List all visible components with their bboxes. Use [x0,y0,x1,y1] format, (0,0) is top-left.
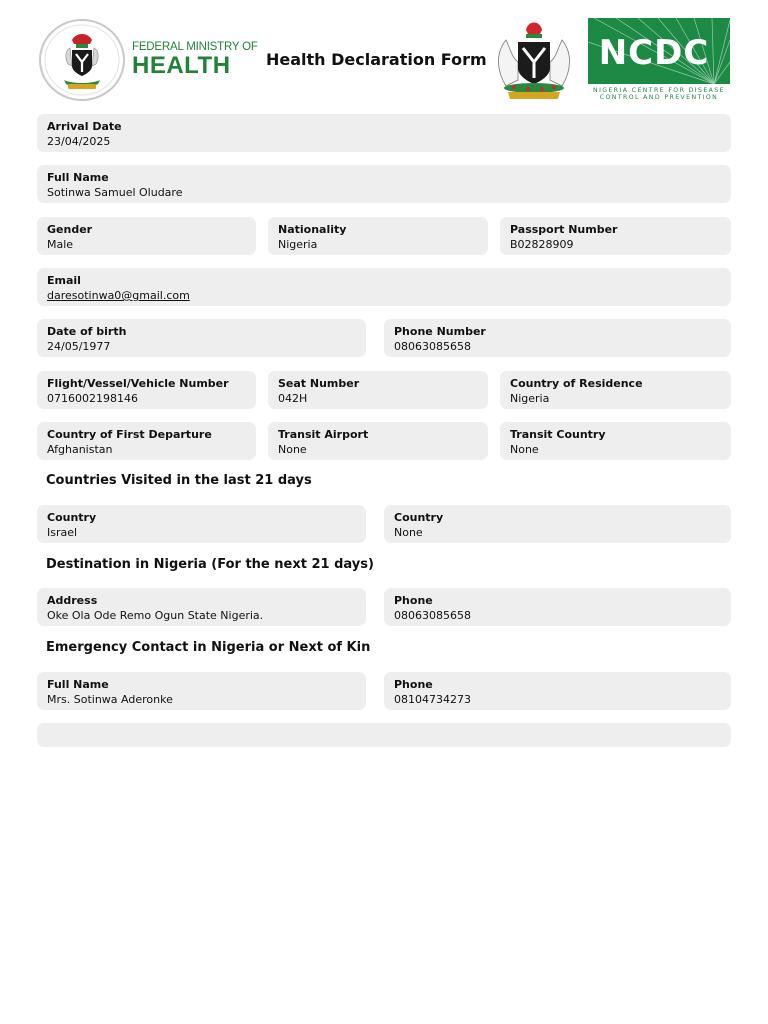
transit-airport-label: Transit Airport [278,428,369,441]
visited-country-field [37,505,366,543]
gender-value: Male [47,238,74,251]
flight-number-value: 0716002198146 [47,392,138,405]
destination-phone-field [384,588,731,626]
country-of-residence-value: Nigeria [510,392,550,405]
flight-number-label: Flight/Vessel/Vehicle Number [47,377,229,390]
emergency-name-value: Mrs. Sotinwa Aderonke [47,693,173,706]
first-departure-field [37,422,256,460]
phone-number-label: Phone Number [394,325,486,338]
visited-country-label: Country [47,511,97,524]
destination-address-field [37,588,366,626]
transit-country-value: None [510,443,539,456]
visited-country-label: Country [394,511,444,524]
countries-visited-heading: Countries Visited in the last 21 days [46,473,312,488]
phone-number-field [384,319,731,357]
gender-label: Gender [47,223,93,236]
destination-address-label: Address [47,594,98,607]
arrival-date-value: 23/04/2025 [47,135,111,148]
full-name-field [37,165,731,203]
country-of-residence-label: Country of Residence [510,377,643,390]
transit-country-field [500,422,731,460]
passport-number-field [500,217,731,255]
page-title: Health Declaration Form [266,50,487,69]
emergency-contact-heading: Emergency Contact in Nigeria or Next of Kin [46,640,371,655]
visited-country-value: Israel [47,526,78,539]
date-of-birth-label: Date of birth [47,325,127,338]
ministry-name-line1: FEDERAL MINISTRY OF [132,41,258,53]
nationality-value: Nigeria [278,238,318,251]
fmoh-seal-logo [38,18,126,102]
date-of-birth-field [37,319,366,357]
nationality-label: Nationality [278,223,347,236]
emergency-name-label: Full Name [47,678,109,691]
seat-number-value: 042H [278,392,308,405]
seat-number-label: Seat Number [278,377,360,390]
ncdc-logo [588,18,730,100]
passport-number-value: B02828909 [510,238,574,251]
emergency-phone-field [384,672,731,710]
flight-number-field [37,371,256,409]
destination-phone-value: 08063085658 [394,609,471,622]
emergency-phone-label: Phone [394,678,433,691]
empty-field-bar [37,723,731,747]
email-link[interactable]: daresotinwa0@gmail.com [47,289,190,302]
country-of-residence-field [500,371,731,409]
destination-phone-label: Phone [394,594,433,607]
full-name-value: Sotinwa Samuel Oludare [47,186,183,199]
ncdc-logo-text: NCDC [598,33,710,73]
transit-airport-value: None [278,443,307,456]
phone-number-value: 08063085658 [394,340,471,353]
emergency-name-field [37,672,366,710]
arrival-date-label: Arrival Date [47,120,122,133]
passport-number-label: Passport Number [510,223,618,236]
form-header [0,0,768,106]
nationality-field [268,217,488,255]
destination-heading: Destination in Nigeria (For the next 21 days) [46,557,374,572]
transit-airport-field [268,422,488,460]
arrival-date-field [37,114,731,152]
first-departure-value: Afghanistan [47,443,113,456]
destination-address-value: Oke Ola Ode Remo Ogun State Nigeria. [47,609,264,622]
email-label: Email [47,274,81,287]
coat-of-arms-logo [482,16,586,104]
ministry-name-line2: HEALTH [132,52,231,79]
date-of-birth-value: 24/05/1977 [47,340,111,353]
ncdc-tagline-2: CONTROL AND PREVENTION [599,94,719,100]
ncdc-tagline-1: NIGERIA CENTRE FOR DISEASE [593,87,725,94]
gender-field [37,217,256,255]
emergency-phone-value: 08104734273 [394,693,471,706]
visited-country-field [384,505,731,543]
email-field [37,268,731,306]
visited-country-value: None [394,526,423,539]
transit-country-label: Transit Country [510,428,606,441]
full-name-label: Full Name [47,171,109,184]
first-departure-label: Country of First Departure [47,428,212,441]
seat-number-field [268,371,488,409]
